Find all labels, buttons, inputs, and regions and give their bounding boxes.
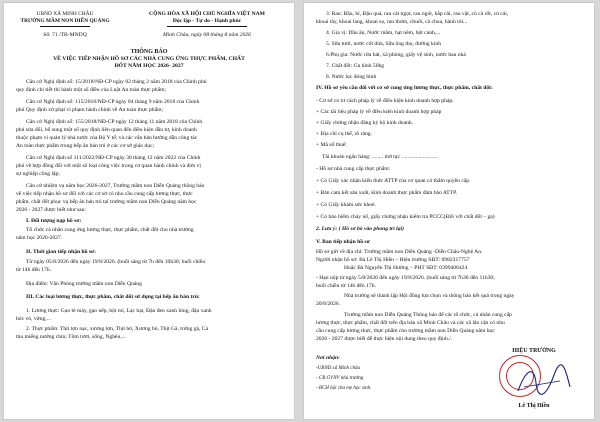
note-line: 2. Lưu ý: ( Hồ sơ bỏ vào phong trì lại) <box>316 226 404 232</box>
place-date: Minh Châu, ngày 08 tháng 8 năm 2026 <box>163 32 251 38</box>
section-1-text: Tổ chức cá nhân cung ứng lương thực, thực phẩm, chất đốt cho nhà trường <box>26 227 194 233</box>
section-4-item: Tài khoản ngân hàng: ........ mở tại: .......................... <box>322 154 439 160</box>
section-1-text: năm học 2026-2027. <box>16 235 63 241</box>
item-line: 4. Gia vị: Dầu ăn, Nước mắm, hạt nêm, bột canh,... <box>326 30 441 36</box>
section-4-item: + Mã số thuế: <box>316 142 347 148</box>
nation-lower: Độc lập - Tự do - Hạnh phúc <box>172 18 242 24</box>
section-5-item: Hồ sơ gửi về địa chỉ: Trường mầm non Diễn Quảng -Diễn Châu-Nghệ An. <box>316 249 483 255</box>
section-2-text: Từ ngày 05/8/2026 đến ngày 19/8/2026. (buổi sáng từ 7h đến 10h30; buổi chiều <box>26 259 206 265</box>
address-line: Địa điểm: Văn Phòng trường mầm non Diễn Quảng <box>26 281 142 287</box>
body-line: Căn cứ Nghị định số 111/2022/NĐ-CP ngày 30 tháng 12 năm 2022 của Chính <box>26 155 201 161</box>
section-2-text: từ 14h đến 17h. <box>16 267 52 273</box>
section-4-item: + Bản cam kết sản xuất, kinh doanh thực phẩm đảm bảo ATTP. <box>316 190 458 196</box>
section-3-text: 2. Thực phẩm: Thịt lợn nạc, xương lợn, Thịt bò; Xương bò, Thịt Gà, trứng gà, Cá <box>26 326 209 332</box>
section-5-item: Hoặc Bà Nguyễn Thị Hường – PHT SĐT: 0399406424 <box>344 265 468 271</box>
section-5-item: Người nhận hồ sơ: Bà Lê Thị Hiền – Hiệu trưởng SĐT: 0982317757 <box>316 257 470 263</box>
item-line: 5. Sữa tươi, nước cốt dừa, Sữa ông thọ, đường kính <box>326 41 442 47</box>
recipient-item: - CB GVNV nhà trường <box>316 376 364 381</box>
section-4-item: + Các tài liệu pháp lý về điều kiện kinh doanh hợp pháp <box>316 109 442 115</box>
section-4-item: + Địa chỉ cụ thể, rõ ràng. <box>316 131 372 137</box>
section-5-item: cầu cung cấp lương thực, thực phẩm cho trường mầm non Diễn Quảng năm học <box>316 328 495 334</box>
item-line: 3. Rau: Bầu, bí, Đậu quả, rau cải ngọt, rau ngót, bắp cải, rau vặt, củ cà rốt, củ cải, <box>326 11 509 17</box>
signer-name: Lê Thị Hiền <box>518 403 550 409</box>
section-2-heading: II. Thời gian tiếp nhận hồ sơ: <box>26 249 96 255</box>
section-1-heading: I. Đối tượng nạp hồ sơ: <box>26 218 82 224</box>
recipient-item: - BCH hội cha mẹ học sinh. <box>316 386 372 391</box>
section-4-item: + Có Giấy khám sức khoẻ. <box>316 202 376 208</box>
item-line: khoai tây, khoai lang, khoai sọ, rau thơm, chuối, cà chua, hành tỏi... <box>316 19 468 25</box>
section-5-item: lương thực, thực phẩm, chất đốt trên địa bàn xã Minh Châu và các xã lân cận có nhu <box>316 320 505 326</box>
body-line: phủ Quy định xử phạt vi phạm hành chính về An toàn thực phẩm; <box>16 107 163 113</box>
doc-number: Số: 71 /TB-MNDQ <box>43 32 87 38</box>
section-3-text: thu miếng nướng chín; Tôm tươi, sống, Nghêu,... <box>16 334 126 340</box>
body-line: Căn cứ nhiệm vụ năm học 2026-2027, Trường mầm non Diễn Quảng thông báo <box>26 183 205 189</box>
body-line: phủ về hợp đồng đối với một số loại công việc trong cơ quan hành chính và đơn vị <box>16 163 201 169</box>
section-5-item: 20/8/2026. <box>316 301 341 307</box>
org-underline <box>40 26 90 27</box>
body-line: An toàn thực phẩm trong bếp ăn bán trú ở các cơ sở giáo dục; <box>16 143 155 149</box>
body-line: Căn cứ Nghị định số: 15/2018/NĐ-CP ngày 02 tháng 2 năm 2018 của Chính phủ <box>26 79 207 85</box>
section-3-heading: III. Các loại lương thực, thực phẩm, chất đốt sử dụng tại bếp ăn bán trú: <box>26 294 200 300</box>
body-line: quy định chi tiết thi hành một số điều của Luật An toàn thực phẩm; <box>16 87 166 93</box>
section-3-text: 1. Lương thực: Gạo tẻ máy, gạo nếp, bột mì, Lạc hạt, Đậu đen xanh lòng, đậu xanh <box>26 308 212 314</box>
section-4-item: - Hồ sơ nhà cung cấp thực phẩm: <box>316 166 391 172</box>
section-3-text: bóc vỏ, vừng,... <box>16 316 51 322</box>
signer-title: HIỆU TRƯỞNG <box>512 348 556 354</box>
nation-upper: CỘNG HÒA XÃ HỘI CHỦ NGHĨA VIỆT NAM <box>149 11 265 17</box>
recipient-item: -UBND xã Minh châu <box>316 366 361 371</box>
doc-type: THÔNG BÁO <box>130 49 168 55</box>
section-5-item: 2026 - 2027 được biết để thực hiện nội dung theo quy định./. <box>316 336 453 342</box>
section-4-item: + Có Giấy xác nhận kiến thức ATTP của cơ quan có thẩm quyền cấp. <box>316 178 471 184</box>
org-lower: TRƯỜNG MẦM NON DIỄN QUẢNG <box>20 18 110 24</box>
section-4-item: + Giấy chứng nhận đăng ký hộ kinh doanh. <box>316 120 414 126</box>
recipients-heading: Nơi nhận: <box>316 355 340 361</box>
section-4-heading: IV. Hồ sơ yêu cầu đối với cơ sở cung ứng lương thực, thực phẩm, chất đốt: <box>316 85 493 91</box>
section-5-item: - Hạn nộp từ ngày 5/8/2026 đến ngày 19/8/2026. (buổi sáng từ 7h30 đến 11h30; <box>316 275 495 281</box>
document-page-2 <box>304 3 594 419</box>
section-5-item: buổi chiều từ 14h đến 17h. <box>316 283 376 289</box>
body-line: phẩm, chất đốt phục vụ bếp ăn bán trú tại trường mầm non Diễn Quảng năm học <box>16 199 197 205</box>
org-upper: UBND XÃ MINH CHÂU <box>36 11 94 17</box>
section-4-item: - Cơ sở có tư cách pháp lý về điều kiện kinh doanh hợp pháp. <box>316 98 454 104</box>
section-5-item: Nhà trường sẽ thành lập Hội đồng lựa chọn và thông báo kết quả trong ngày <box>344 293 515 299</box>
item-line: 6.Phụ gia: Nước rửa bát, xà phòng, giấy vệ sinh, nước bau nhà <box>326 52 466 58</box>
section-5-item: Trường mầm non Diễn Quảng Thông báo để các tổ chức, cá nhân cung cấp <box>344 312 512 318</box>
doc-title-line-1: VỀ VIỆC TIẾP NHẬN HỒ SƠ CÁC NHÀ CUNG ỨNG THỰC PHẨM, CHẤT <box>53 56 245 62</box>
section-4-item: + Có bảo hiểm cháy nổ, giấy chứng nhận kiểm tra PCCC(Đối với chất đốt – ga) <box>316 214 495 220</box>
signature-mark <box>514 361 574 401</box>
doc-title-line-2: ĐỐT NĂM HỌC 2026- 2027 <box>114 63 184 69</box>
body-line: Căn cứ Nghị định số: 115/2018/NĐ-CP ngày 04 tháng 9 năm 2018 của Chính <box>26 99 200 105</box>
document-page-1 <box>4 3 294 419</box>
body-line: về việc tiếp nhận hồ sơ đối với các cơ sở có nhu cầu cung cấp lương thực, thực <box>16 191 193 197</box>
item-line: 7. Chất đốt: Ga bình 50kg <box>326 63 385 69</box>
body-line: phủ sửa đổi, bổ sung một số quy định liên quan đến điều kiện đầu tư, kinh doanh <box>16 127 197 133</box>
body-line: 2026 - 2027 được biết như sau: <box>16 207 86 213</box>
item-line: 8. Nước lọc đóng bình <box>326 74 377 80</box>
body-line: thuộc phạm vi quản lý nhà nước của Bộ Y tế; và các văn bản hướng dẫn công tác <box>16 135 198 141</box>
section-5-heading: V. Ban tiếp nhận hồ sơ <box>316 239 370 245</box>
body-line: Căn cứ Nghị định số: 155/2018/NĐ-CP ngày 12 tháng 11 năm 2018 của Chính <box>26 119 203 125</box>
nation-underline <box>167 26 247 27</box>
body-line: sự nghiệp công lập; <box>16 171 60 177</box>
